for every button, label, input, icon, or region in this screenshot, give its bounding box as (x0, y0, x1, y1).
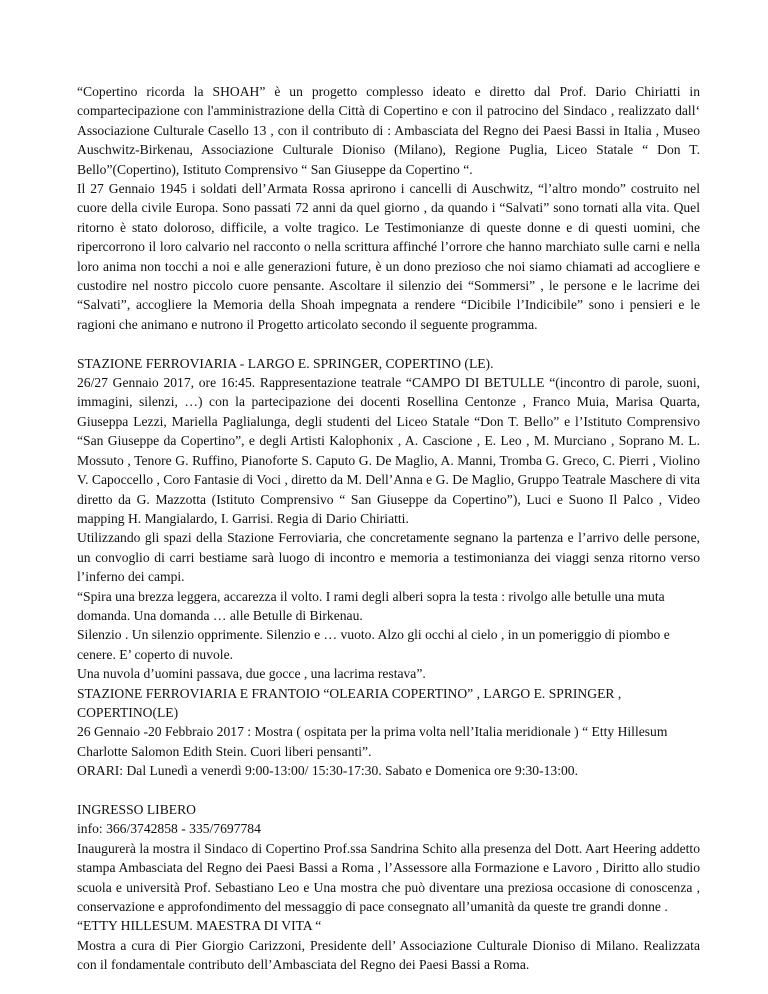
paragraph-spacer (77, 334, 700, 353)
quote-line-1: “Spira una brezza leggera, accarezza il volto. I rami degli alberi sopra la testa : rivolgo alle betulle una muta domanda. Una domanda … alle Betulle di Birkenau. (77, 588, 665, 623)
spaces-paragraph: Utilizzando gli spazi della Stazione Ferroviaria, che concretamente segnano la partenza e l’arrivo delle persone, un convoglio di carri bestiame sarà luogo di incontro e memoria a testimonianza dei viaggi senza ritorno verso l’inferno dei campi. (77, 530, 700, 585)
info-line: info: 366/3742858 - 335/7697784 (77, 821, 261, 837)
exhibition-paragraph: 26 Gennaio -20 Febbraio 2017 : Mostra ( ospitata per la prima volta nell’Italia meridionale ) “ Etty Hillesum Charlotte Salomon Edith Stein. Cuori liberi pensanti”. (77, 724, 668, 759)
history-paragraph: Il 27 Gennaio 1945 i soldati dell’Armata Rossa aprirono i cancelli di Auschwitz, “l’altro mondo” costruito nel cuore della civile Europa. Sono passati 72 anni da quel giorno , da quando i “Salvati” sono tornati alla vita. Quel ritorno è stato doloroso, difficile, a volte tragico. Le Testimonianze di queste donne e di questi uomini, che ripercorrono il loro calvario nel racconto o nella scrittura affinché l’orrore che hanno marchiato sulle carni e nella loro anima non tocchi a noi e alle generazioni future, è un dono prezioso che noi siamo chiamati ad accogliere e custodire nel nostro piccolo cuore pensante. Ascoltare il silenzio dei “Sommersi” , le persone e le lacrime dei “Salvati”, accogliere la Memoria della Shoah impegnata a rendere “Dicibile l’Indicibile” sono i pensieri e le ragioni che animano e nutrono il Progetto articolato secondo il seguente programma. (77, 181, 700, 332)
paragraph-spacer (77, 781, 700, 800)
quote-line-2: Silenzio . Un silenzio opprimente. Silenzio e … vuoto. Alzo gli occhi al cielo , in un pomeriggio di piombo e cenere. E’ coperto di nuvole. (77, 627, 670, 662)
frantoio-heading: STAZIONE FERROVIARIA E FRANTOIO “OLEARIA COPERTINO” , LARGO E. SPRINGER , COPERTINO(LE) (77, 685, 622, 720)
intro-paragraph: “Copertino ricorda la SHOAH” è un progetto complesso ideato e diretto dal Prof. Dario Chiriatti in compartecipazione con l'amministrazione della Città di Copertino e con il patrocino del Sindaco , realizzato dall‘ Associazione Culturale Casello 13 , con il contributo di : Ambasciata del Regno dei Paesi Bassi in Italia , Museo Auschwitz-Birkenau, Associazione Culturale Dioniso (Milano), Regione Puglia, Liceo Statale “ Don T. Bello”(Copertino), Istituto Comprensivo “ San Giuseppe da Copertino “. (77, 84, 700, 177)
etty-title-line: “ETTY HILLESUM. MAESTRA DI VITA “ (77, 918, 322, 934)
hours-line: ORARI: Dal Lunedì a venerdì 9:00-13:00/ 15:30-17:30. Sabato e Domenica ore 9:30-13:00. (77, 763, 578, 779)
performance-paragraph: 26/27 Gennaio 2017, ore 16:45. Rappresentazione teatrale “CAMPO DI BETULLE “(incontro di parole, suoni, immagini, silenzi, …) con la partecipazione dei docenti Rosellina Centonze , Franco Muia, Marisa Quarta, Giuseppa Lezzi, Mariella Paglialunga, degli studenti del Liceo Statale “Don T. Bello” e l’Istituto Comprensivo “San Giuseppe da Copertino”, e degli Artisti Kalophonix , A. Cascione , E. Leo , M. Murciano , Soprano M. L. Mossuto , Tenore G. Ruffino, Pianoforte S. Caputo G. De Maglio, A. Manni, Tromba G. Greco, C. Pierri , Violino V. Capoccello , Coro Fantasie di Voci , diretto da M. Dell’Anna e G. De Maglio, Gruppo Teatrale Maschere di vita diretto da G. Mazzotta (Istituto Comprensivo “ San Giuseppe da Copertino”), Luci e Suono Il Palco , Video mapping H. Mangialardo, I. Garrisi. Regia di Dario Chiriatti. (77, 375, 700, 526)
free-entry-line: INGRESSO LIBERO (77, 802, 196, 817)
inauguration-paragraph: Inaugurerà la mostra il Sindaco di Copertino Prof.ssa Sandrina Schito alla presenza del Dott. Aart Heering addetto stampa Ambasciata del Regno dei Paesi Bassi a Roma , l’Assessore alla Formazione e Lavoro , Diritto allo studio scuola e università Prof. Sebastiano Leo e Una mostra che può diventare una preziosa occasione di conoscenza , conservazione e approfondimento del messaggio di pace consegnato all’umanità da queste tre grandi donne . (77, 840, 700, 915)
curator-paragraph: Mostra a cura di Pier Giorgio Carizzoni, Presidente dell’ Associazione Culturale Dioniso di Milano. Realizzata con il fondamentale contributo dell’Ambasciata del Regno dei Paesi Bassi a Roma. (77, 937, 700, 973)
quote-line-3: Una nuvola d’uomini passava, due gocce , una lacrima restava”. (77, 666, 426, 682)
station-heading: STAZIONE FERROVIARIA - LARGO E. SPRINGER, COPERTINO (LE). (77, 355, 494, 371)
